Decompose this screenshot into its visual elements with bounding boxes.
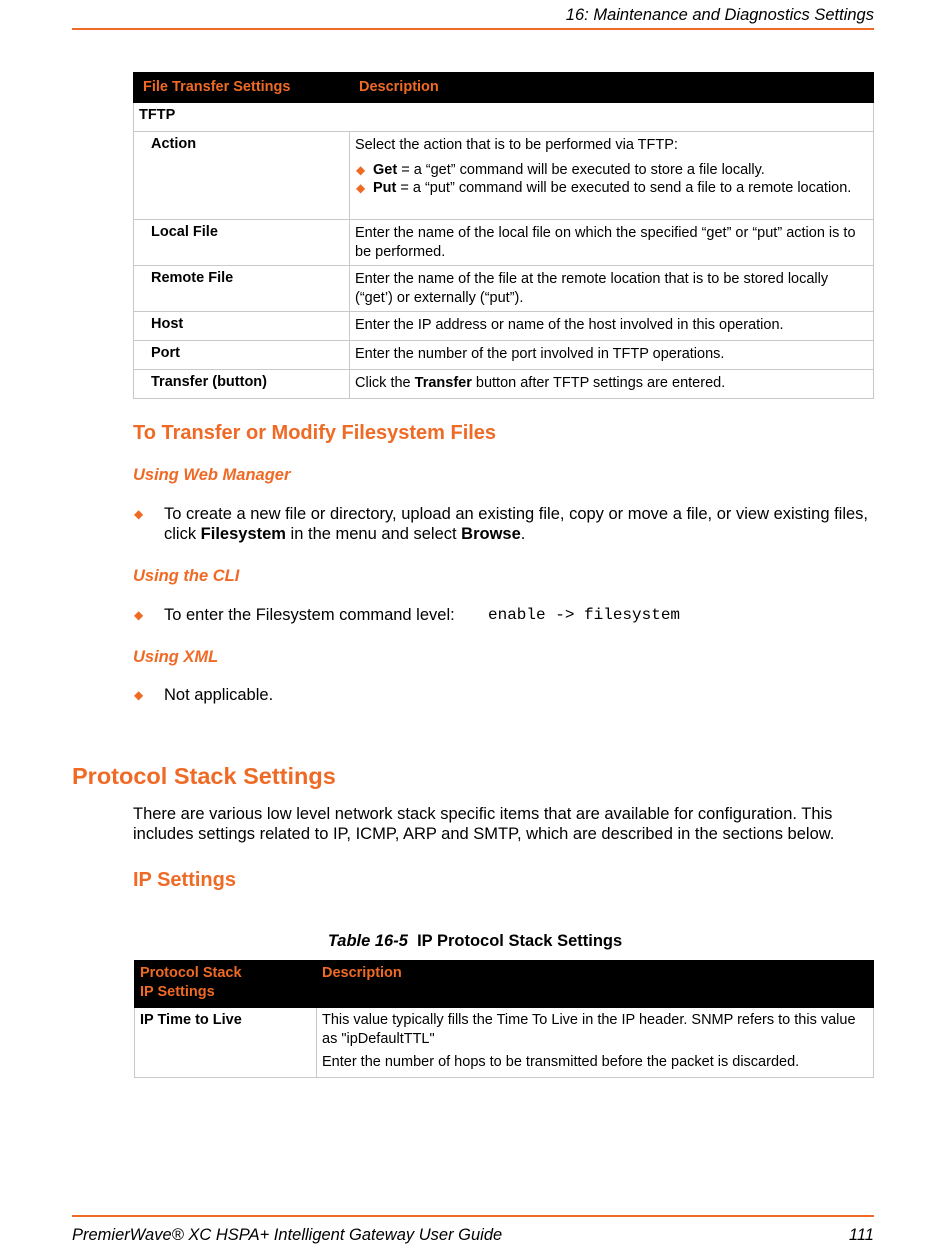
setting-description	[350, 132, 874, 220]
description-text: Select the action that is to be performed via TFTP:	[355, 137, 678, 153]
chapter-section-heading: Protocol Stack Settings	[72, 763, 336, 789]
option-name: Put	[373, 180, 397, 196]
option-name: Get	[373, 161, 398, 178]
subsection-heading: Using the CLI	[133, 567, 240, 585]
footer-rule	[72, 1215, 874, 1217]
instruction-text: Not applicable.	[164, 686, 274, 704]
column-header: File Transfer Settings	[134, 73, 350, 103]
caption-title: IP Protocol Stack Settings	[417, 932, 623, 950]
list-item	[355, 161, 868, 180]
setting-description: Enter the name of the local file on which the specified “get” or “put” action is to be performed.	[350, 220, 874, 266]
cli-command: enable -> filesystem	[488, 606, 681, 624]
instruction-text: To create a new file or directory, upload an existing file, copy or move a file, or view existing files, click	[164, 505, 869, 543]
column-header: Description	[317, 961, 874, 1008]
diamond-bullet-icon: ◆	[134, 608, 144, 622]
setting-description: Enter the name of the file at the remote location that is to be stored locally (“get’) or externally (“put”).	[350, 266, 874, 312]
instruction-text: .	[520, 525, 526, 543]
ip-protocol-stack-table	[134, 960, 874, 1078]
list-item	[355, 179, 868, 198]
table-row	[134, 220, 874, 266]
table-row	[134, 312, 874, 341]
section-heading: IP Settings	[133, 869, 236, 891]
list-item	[134, 504, 874, 544]
caption-number: Table 16-5	[327, 932, 408, 950]
table-header-row	[135, 961, 874, 1008]
table-group-row	[134, 103, 874, 132]
table-row	[134, 341, 874, 370]
description-text: Click the	[355, 375, 415, 391]
header-line: Protocol Stack	[140, 965, 242, 981]
table-row	[134, 266, 874, 312]
diamond-bullet-icon: ◆	[356, 162, 366, 177]
menu-name: Filesystem	[200, 525, 286, 543]
setting-name: Port	[134, 341, 350, 370]
header-line: IP Settings	[140, 984, 215, 1000]
setting-name: IP Time to Live	[135, 1008, 317, 1078]
setting-description	[317, 1008, 874, 1078]
setting-name: Transfer (button)	[134, 370, 350, 399]
instruction-text: To enter the Filesystem command level:	[164, 606, 455, 624]
description-text: Enter the number of hops to be transmitted before the packet is discarded.	[322, 1054, 800, 1070]
setting-description: Enter the IP address or name of the host involved in this operation.	[350, 312, 874, 341]
column-header: Description	[350, 73, 874, 103]
subsection-heading: Using XML	[133, 648, 219, 666]
option-description: = a “get” command will be executed to store a file locally.	[397, 161, 765, 178]
diamond-bullet-icon: ◆	[356, 181, 366, 195]
intro-paragraph: There are various low level network stack specific items that are available for configuration. This includes settings related to IP, ICMP, ARP and SMTP, which are described in the sections below.	[133, 805, 835, 843]
file-transfer-settings-table	[133, 72, 874, 399]
list-item	[134, 685, 874, 705]
button-name: Transfer	[414, 375, 472, 391]
group-label: TFTP	[134, 103, 874, 132]
diamond-bullet-icon: ◆	[134, 507, 144, 521]
column-header	[135, 961, 317, 1008]
table-header-row	[134, 73, 874, 103]
description-text: button after TFTP settings are entered.	[471, 375, 726, 391]
table-row	[135, 1008, 874, 1078]
setting-name: Host	[134, 312, 350, 341]
table-caption	[0, 932, 950, 951]
option-description: = a “put” command will be executed to send a file to a remote location.	[396, 180, 852, 196]
bullet-list	[355, 161, 868, 198]
setting-name: Remote File	[134, 266, 350, 312]
description-text: This value typically fills the Time To Live in the IP header. SNMP refers to this value as "ipDefaultTTL"	[322, 1012, 856, 1047]
section-heading: To Transfer or Modify Filesystem Files	[133, 422, 497, 444]
instruction-text: in the menu and select	[285, 525, 462, 543]
table-row	[134, 370, 874, 399]
setting-name: Local File	[134, 220, 350, 266]
page-number: 111	[848, 1226, 874, 1244]
table-row	[134, 132, 874, 220]
subsection-heading: Using Web Manager	[133, 466, 291, 484]
setting-description	[350, 370, 874, 399]
header-rule	[72, 28, 874, 30]
setting-name: Action	[134, 132, 350, 220]
menu-item-name: Browse	[461, 525, 521, 543]
footer-guide-title: PremierWave® XC HSPA+ Intelligent Gateway User Guide	[72, 1226, 503, 1244]
diamond-bullet-icon: ◆	[134, 688, 144, 702]
running-header: 16: Maintenance and Diagnostics Settings	[565, 6, 874, 24]
setting-description: Enter the number of the port involved in TFTP operations.	[350, 341, 874, 370]
